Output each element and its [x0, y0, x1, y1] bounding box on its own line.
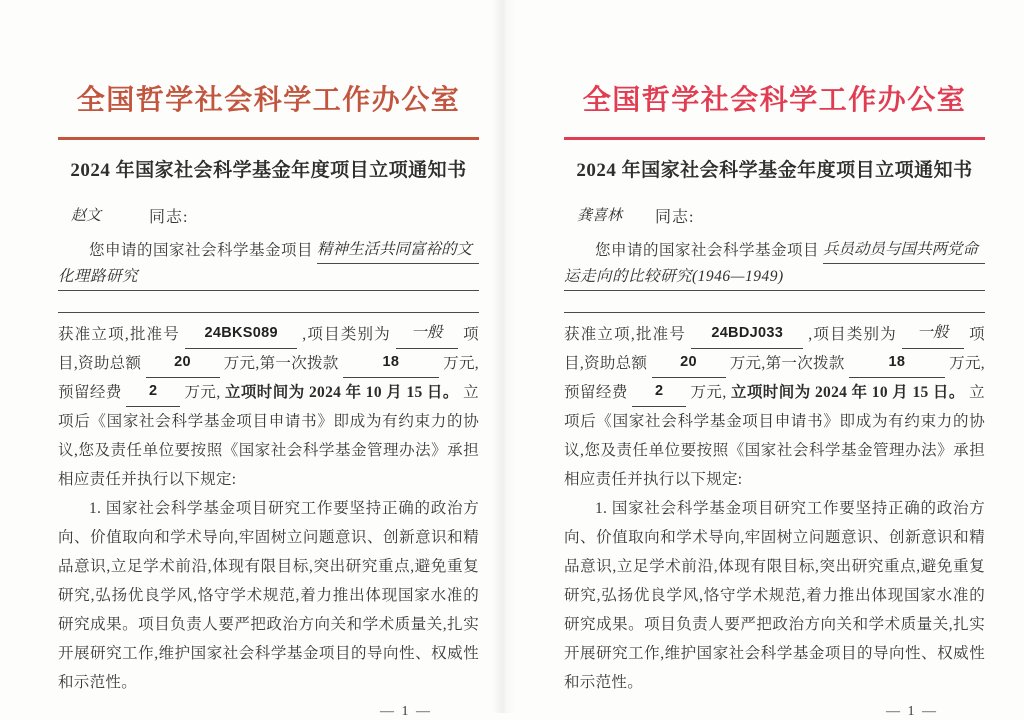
grant-text-1: 获准立项,批准号 [564, 326, 687, 343]
clause-1: 1. 国家社会科学基金项目研究工作要坚持正确的政治方向、价值取向和学术导向,牢固树立问题意识、创新意识和精品意识,立足学术前沿,体现有限目标,突出研究重点,避免重复研究,弘扬优良学风,恪守学术规范,着力推出体现国家水准的研究成果。项目负责人要严把政治方向关和学术质量关,扎实开展研究工作,维护国家社会科学基金项目的导向性、权威性和示范性。 [58, 500, 479, 691]
recipient-name: 赵文 [71, 208, 102, 224]
approval-date-bold: 立项时间为 2024 年 10 月 15 日。 [730, 384, 965, 401]
grant-text-6: 万元, [184, 384, 221, 401]
salutation-suffix: 同志: [655, 209, 695, 226]
salutation-suffix: 同志: [149, 209, 189, 226]
grant-text-4: 万元,第一次拨款 [729, 355, 845, 372]
project-title-part-1: 精神生活共同富裕的文 [317, 236, 479, 264]
approval-date-bold: 立项时间为 2024 年 10 月 15 日。 [224, 384, 459, 401]
project-category-value: 一般 [902, 323, 964, 349]
grant-text-2: ,项目类别为 [302, 326, 391, 343]
reserved-amount-value: 2 [126, 381, 180, 407]
salutation-row [58, 204, 479, 227]
grant-text-6: 万元, [690, 384, 727, 401]
grant-text-3: 项目,资助总额 [564, 326, 985, 372]
grant-text-7: 立项后《国家社会科学基金项目申请书》即成为有约束力的协议,您及责任单位要按照《国家社会科学基金管理办法》承担相应责任并执行以下规定: [564, 384, 985, 488]
grant-text-7: 立项后《国家社会科学基金项目申请书》即成为有约束力的协议,您及责任单位要按照《国家社会科学基金管理办法》承担相应责任并执行以下规定: [58, 384, 479, 488]
header-rule [58, 137, 479, 140]
page-seam-shadow [492, 0, 516, 713]
grant-paragraph [58, 320, 479, 494]
grant-text-4: 万元,第一次拨款 [223, 355, 339, 372]
notice-page-right [512, 0, 1024, 719]
total-amount-value: 20 [146, 352, 220, 378]
reserved-amount-value: 2 [632, 381, 686, 407]
grant-paragraph [564, 320, 985, 494]
grant-text-3: 项目,资助总额 [58, 326, 479, 372]
blank-underline [58, 291, 479, 313]
recipient-name: 龚喜林 [577, 208, 623, 224]
project-title-part-2: 运走向的比较研究(1946—1949) [564, 264, 985, 291]
project-title-block [58, 236, 479, 313]
page-number: — 1 — [886, 704, 938, 719]
office-header-title: 全国哲学社会科学工作办公室 [76, 85, 461, 116]
approval-number-value: 24BDJ033 [691, 323, 803, 349]
first-payment-value: 18 [343, 352, 439, 378]
total-amount-value: 20 [652, 352, 726, 378]
notice-title: 2024 年国家社会科学基金年度项目立项通知书 [70, 160, 467, 181]
notice-page-left [0, 0, 512, 719]
salutation-row [564, 204, 985, 227]
blank-underline [564, 291, 985, 313]
grant-text-2: ,项目类别为 [808, 326, 897, 343]
project-title-part-1: 兵员动员与国共两党命 [823, 236, 985, 264]
notice-title: 2024 年国家社会科学基金年度项目立项通知书 [576, 160, 973, 181]
header-rule [564, 137, 985, 140]
apply-prefix: 您申请的国家社会科学基金项目 [595, 242, 820, 259]
project-category-value: 一般 [396, 323, 458, 349]
approval-number-value: 24BKS089 [185, 323, 297, 349]
project-title-line-1 [564, 236, 985, 264]
grant-text-5: 万元,预留经费 [58, 355, 479, 401]
project-title-block [564, 236, 985, 313]
clause-1: 1. 国家社会科学基金项目研究工作要坚持正确的政治方向、价值取向和学术导向,牢固树立问题意识、创新意识和精品意识,立足学术前沿,体现有限目标,突出研究重点,避免重复研究,弘扬优良学风,恪守学术规范,着力推出体现国家水准的研究成果。项目负责人要严把政治方向关和学术质量关,扎实开展研究工作,维护国家社会科学基金项目的导向性、权威性和示范性。 [564, 500, 985, 691]
grant-text-1: 获准立项,批准号 [58, 326, 181, 343]
project-title-part-2: 化理路研究 [58, 264, 479, 291]
page-number: — 1 — [380, 704, 432, 719]
grant-text-5: 万元,预留经费 [564, 355, 985, 401]
project-title-line-1 [58, 236, 479, 264]
first-payment-value: 18 [849, 352, 945, 378]
apply-prefix: 您申请的国家社会科学基金项目 [89, 242, 314, 259]
office-header-title: 全国哲学社会科学工作办公室 [582, 85, 967, 116]
